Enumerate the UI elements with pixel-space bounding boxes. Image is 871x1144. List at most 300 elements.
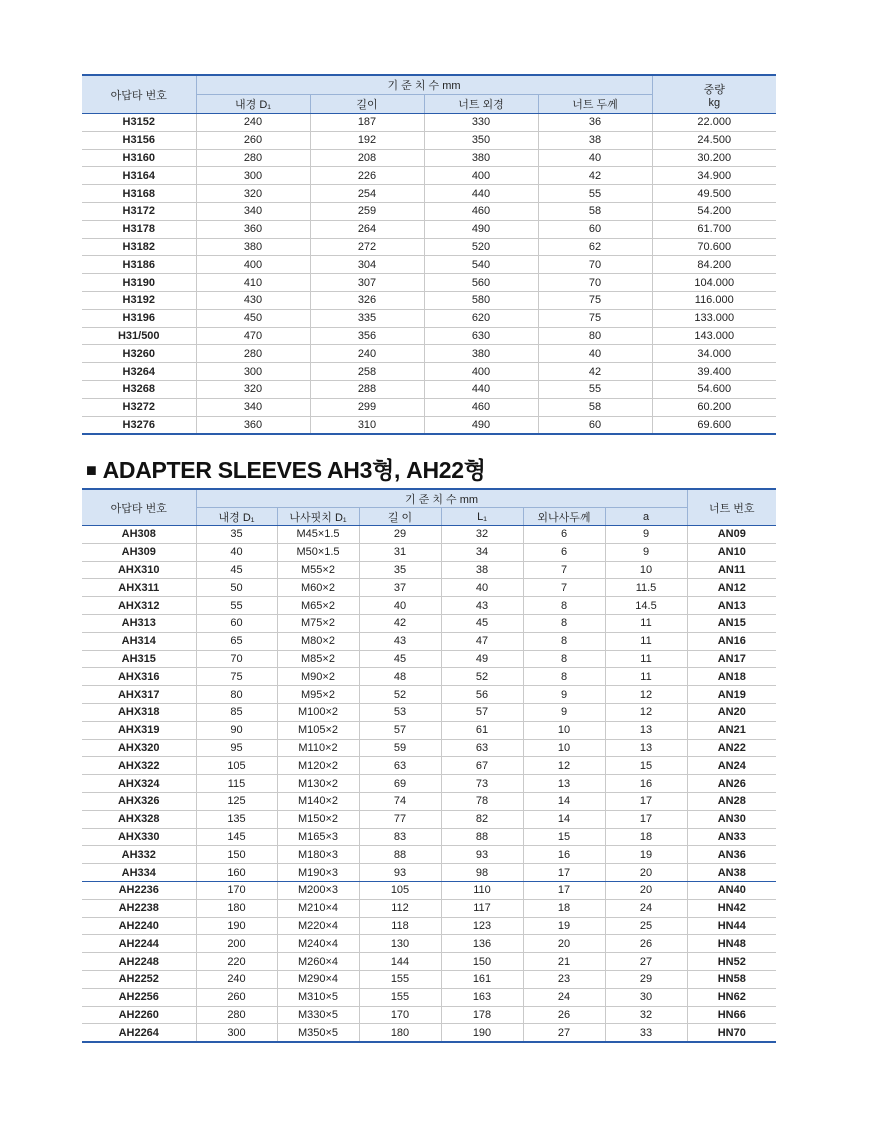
table-cell: 35 — [359, 561, 441, 579]
table-cell: 440 — [424, 380, 538, 398]
table-cell: 17 — [523, 864, 605, 882]
table-cell: AN13 — [687, 597, 776, 615]
table-row — [82, 953, 776, 971]
table-cell: 320 — [196, 380, 310, 398]
table-cell: 220 — [196, 953, 277, 971]
table-cell: 24 — [605, 899, 687, 917]
part-number-cell: AH315 — [82, 650, 196, 668]
table-cell: 254 — [310, 185, 424, 203]
table-cell: 178 — [441, 1006, 523, 1024]
table-cell: M290×4 — [277, 970, 359, 988]
table-cell: M310×5 — [277, 988, 359, 1006]
table-row — [82, 810, 776, 828]
table-cell: 49.500 — [652, 185, 776, 203]
table-cell: 67 — [441, 757, 523, 775]
table-row — [82, 721, 776, 739]
table-cell: 288 — [310, 380, 424, 398]
table2-body — [82, 526, 776, 1043]
table-cell: 95 — [196, 739, 277, 757]
table-cell: AN20 — [687, 703, 776, 721]
part-number-cell: AH2240 — [82, 917, 196, 935]
table-cell: 380 — [196, 238, 310, 256]
table-cell: 65 — [196, 632, 277, 650]
header-dimensions-group: 기 준 치 수 mm — [196, 489, 687, 508]
adapter-sleeve-table-ah — [82, 488, 776, 1043]
table-cell: 8 — [523, 668, 605, 686]
table-cell: 55 — [196, 597, 277, 615]
table-row — [82, 632, 776, 650]
table-cell: 30 — [605, 988, 687, 1006]
part-number-cell: AH332 — [82, 846, 196, 864]
table-cell: 490 — [424, 220, 538, 238]
part-number-cell: AHX311 — [82, 579, 196, 597]
part-number-cell: H3190 — [82, 274, 196, 292]
part-number-cell: AH334 — [82, 864, 196, 882]
table-cell: 133.000 — [652, 309, 776, 327]
table-cell: 52 — [441, 668, 523, 686]
table-cell: 69.600 — [652, 416, 776, 434]
table-row — [82, 757, 776, 775]
table-cell: AN12 — [687, 579, 776, 597]
table-cell: 93 — [359, 864, 441, 882]
part-number-cell: H3152 — [82, 114, 196, 132]
table-row — [82, 899, 776, 917]
table-row — [82, 650, 776, 668]
table-cell: M130×2 — [277, 775, 359, 793]
table-cell: 280 — [196, 1006, 277, 1024]
table-cell: 264 — [310, 220, 424, 238]
table-cell: 440 — [424, 185, 538, 203]
table-cell: 37 — [359, 579, 441, 597]
section-title — [86, 452, 486, 485]
header-col-l1: L₁ — [441, 508, 523, 526]
table-cell: 259 — [310, 202, 424, 220]
table-row — [82, 988, 776, 1006]
part-number-cell: AH2244 — [82, 935, 196, 953]
table-cell: 80 — [196, 686, 277, 704]
table-cell: M260×4 — [277, 953, 359, 971]
header-weight-unit: kg — [708, 96, 721, 109]
table-cell: M60×2 — [277, 579, 359, 597]
table-cell: 380 — [424, 149, 538, 167]
table-cell: 63 — [441, 739, 523, 757]
part-number-cell: AHX324 — [82, 775, 196, 793]
table-cell: 69 — [359, 775, 441, 793]
table-cell: 340 — [196, 398, 310, 416]
table-cell: 190 — [196, 917, 277, 935]
table-cell: M220×4 — [277, 917, 359, 935]
table-cell: M85×2 — [277, 650, 359, 668]
table-cell: 190 — [441, 1024, 523, 1042]
table-cell: 7 — [523, 579, 605, 597]
table-cell: M200×3 — [277, 881, 359, 899]
table-cell: HN42 — [687, 899, 776, 917]
table-row — [82, 345, 776, 363]
table-cell: 123 — [441, 917, 523, 935]
table-cell: 340 — [196, 202, 310, 220]
table-cell: 226 — [310, 167, 424, 185]
table-cell: AN11 — [687, 561, 776, 579]
part-number-cell: H3178 — [82, 220, 196, 238]
table-cell: AN16 — [687, 632, 776, 650]
table-cell: 112 — [359, 899, 441, 917]
table-cell: 240 — [196, 970, 277, 988]
table-row — [82, 935, 776, 953]
table-row — [82, 775, 776, 793]
table-row — [82, 881, 776, 899]
table-row — [82, 970, 776, 988]
header-col-thread: 나사핏치 D₁ — [277, 508, 359, 526]
header-part-no: 아답타 번호 — [82, 75, 196, 114]
table-cell: 70.600 — [652, 238, 776, 256]
table-cell: M140×2 — [277, 792, 359, 810]
table-cell: 240 — [196, 114, 310, 132]
table-cell: 40 — [441, 579, 523, 597]
header-nut-no: 너트 번호 — [687, 489, 776, 526]
table-cell: 150 — [441, 953, 523, 971]
table-cell: 47 — [441, 632, 523, 650]
table-cell: 55 — [538, 185, 652, 203]
table-row — [82, 131, 776, 149]
table-cell: 180 — [196, 899, 277, 917]
table-cell: 180 — [359, 1024, 441, 1042]
table-cell: 60 — [538, 416, 652, 434]
table-cell: 400 — [424, 167, 538, 185]
table-cell: 60.200 — [652, 398, 776, 416]
table-row — [82, 114, 776, 132]
table-cell: 40 — [538, 345, 652, 363]
table-cell: 460 — [424, 398, 538, 416]
part-number-cell: H3164 — [82, 167, 196, 185]
table-cell: 29 — [605, 970, 687, 988]
header-col-length: 길이 — [310, 95, 424, 114]
table-cell: 300 — [196, 363, 310, 381]
table-cell: 8 — [523, 632, 605, 650]
table-cell: M45×1.5 — [277, 526, 359, 544]
table-cell: M75×2 — [277, 614, 359, 632]
table-cell: 130 — [359, 935, 441, 953]
part-number-cell: H3276 — [82, 416, 196, 434]
table-row — [82, 703, 776, 721]
table-row — [82, 185, 776, 203]
table-cell: 84.200 — [652, 256, 776, 274]
table-cell: 70 — [538, 274, 652, 292]
header-part-no: 아답타 번호 — [82, 489, 196, 526]
table-cell: 155 — [359, 970, 441, 988]
table-row — [82, 597, 776, 615]
part-number-cell: H3268 — [82, 380, 196, 398]
table-cell: 56 — [441, 686, 523, 704]
table-cell: 42 — [359, 614, 441, 632]
table-cell: AN21 — [687, 721, 776, 739]
table-row — [82, 543, 776, 561]
table-cell: 135 — [196, 810, 277, 828]
table-cell: 13 — [523, 775, 605, 793]
table-cell: M210×4 — [277, 899, 359, 917]
table-cell: 110 — [441, 881, 523, 899]
table-cell: 9 — [605, 526, 687, 544]
table-cell: 560 — [424, 274, 538, 292]
table-cell: 490 — [424, 416, 538, 434]
table-cell: 104.000 — [652, 274, 776, 292]
table-cell: 350 — [424, 131, 538, 149]
table-cell: 160 — [196, 864, 277, 882]
part-number-cell: AH2252 — [82, 970, 196, 988]
part-number-cell: AH309 — [82, 543, 196, 561]
table-row — [82, 291, 776, 309]
header-col-nut-thickness: 너트 두께 — [538, 95, 652, 114]
table-cell: 54.200 — [652, 202, 776, 220]
table-cell: 73 — [441, 775, 523, 793]
table-cell: AN28 — [687, 792, 776, 810]
table-cell: AN19 — [687, 686, 776, 704]
table-cell: 83 — [359, 828, 441, 846]
part-number-cell: AH2264 — [82, 1024, 196, 1042]
table-row — [82, 792, 776, 810]
table-cell: M65×2 — [277, 597, 359, 615]
table-cell: 22.000 — [652, 114, 776, 132]
part-number-cell: AH308 — [82, 526, 196, 544]
table-row — [82, 614, 776, 632]
table-cell: 63 — [359, 757, 441, 775]
table-cell: 300 — [196, 1024, 277, 1042]
table-cell: HN44 — [687, 917, 776, 935]
table-cell: 150 — [196, 846, 277, 864]
table-cell: 26 — [605, 935, 687, 953]
table-cell: AN17 — [687, 650, 776, 668]
table-cell: 115 — [196, 775, 277, 793]
square-bullet-icon: ■ — [86, 460, 97, 480]
table-cell: 19 — [523, 917, 605, 935]
table-cell: 540 — [424, 256, 538, 274]
table-cell: 23 — [523, 970, 605, 988]
table-cell: 240 — [310, 345, 424, 363]
table-cell: 260 — [196, 131, 310, 149]
table-cell: 105 — [196, 757, 277, 775]
table-cell: M165×3 — [277, 828, 359, 846]
table-cell: 105 — [359, 881, 441, 899]
table-cell: 78 — [441, 792, 523, 810]
part-number-cell: AHX310 — [82, 561, 196, 579]
table-cell: 43 — [359, 632, 441, 650]
table-cell: 60 — [538, 220, 652, 238]
table-cell: 48 — [359, 668, 441, 686]
table-cell: 15 — [523, 828, 605, 846]
table-row — [82, 256, 776, 274]
part-number-cell: AH314 — [82, 632, 196, 650]
table-row — [82, 668, 776, 686]
part-number-cell: H3168 — [82, 185, 196, 203]
table-cell: AN24 — [687, 757, 776, 775]
part-number-cell: AH2256 — [82, 988, 196, 1006]
table-row — [82, 864, 776, 882]
table-cell: 155 — [359, 988, 441, 1006]
table-cell: 170 — [359, 1006, 441, 1024]
table-cell: 10 — [605, 561, 687, 579]
table-cell: 98 — [441, 864, 523, 882]
table-cell: 299 — [310, 398, 424, 416]
table-cell: 82 — [441, 810, 523, 828]
table1-body — [82, 114, 776, 435]
section-title-text: ADAPTER SLEEVES AH3형, AH22형 — [102, 457, 486, 483]
table-cell: 58 — [538, 398, 652, 416]
table-cell: 335 — [310, 309, 424, 327]
table-cell: 59 — [359, 739, 441, 757]
table-cell: HN48 — [687, 935, 776, 953]
table-cell: 49 — [441, 650, 523, 668]
table-cell: 12 — [605, 703, 687, 721]
table-cell: 8 — [523, 650, 605, 668]
table-cell: M50×1.5 — [277, 543, 359, 561]
part-number-cell: AH2248 — [82, 953, 196, 971]
table-cell: 20 — [523, 935, 605, 953]
table-cell: 45 — [196, 561, 277, 579]
table-cell: 520 — [424, 238, 538, 256]
table-cell: 8 — [523, 597, 605, 615]
table-cell: 9 — [605, 543, 687, 561]
table-cell: 11 — [605, 632, 687, 650]
table-cell: 27 — [523, 1024, 605, 1042]
table-cell: 34 — [441, 543, 523, 561]
table-row — [82, 416, 776, 434]
table-cell: HN62 — [687, 988, 776, 1006]
table-cell: 11 — [605, 650, 687, 668]
part-number-cell: H3264 — [82, 363, 196, 381]
table-row — [82, 327, 776, 345]
table-cell: 17 — [523, 881, 605, 899]
header-col-thread-thickness: 외나사두께 — [523, 508, 605, 526]
table-cell: HN58 — [687, 970, 776, 988]
table-cell: 85 — [196, 703, 277, 721]
table-cell: 300 — [196, 167, 310, 185]
table-cell: M95×2 — [277, 686, 359, 704]
table-cell: 116.000 — [652, 291, 776, 309]
header-col-length: 길 이 — [359, 508, 441, 526]
table-cell: 118 — [359, 917, 441, 935]
table-cell: 320 — [196, 185, 310, 203]
part-number-cell: H3182 — [82, 238, 196, 256]
table-cell: 74 — [359, 792, 441, 810]
table-cell: M180×3 — [277, 846, 359, 864]
part-number-cell: AHX328 — [82, 810, 196, 828]
table-row — [82, 380, 776, 398]
table-row — [82, 739, 776, 757]
table-cell: 57 — [359, 721, 441, 739]
table-cell: 38 — [538, 131, 652, 149]
table-cell: 117 — [441, 899, 523, 917]
table-cell: 70 — [538, 256, 652, 274]
part-number-cell: H3196 — [82, 309, 196, 327]
table-cell: 43 — [441, 597, 523, 615]
table-cell: 14 — [523, 792, 605, 810]
table-row — [82, 202, 776, 220]
table-cell: 88 — [441, 828, 523, 846]
table-cell: 460 — [424, 202, 538, 220]
table-cell: 163 — [441, 988, 523, 1006]
table-cell: 187 — [310, 114, 424, 132]
table-cell: 304 — [310, 256, 424, 274]
table-cell: 12 — [523, 757, 605, 775]
table-cell: 33 — [605, 1024, 687, 1042]
table-cell: 55 — [538, 380, 652, 398]
table-cell: 208 — [310, 149, 424, 167]
table-row — [82, 398, 776, 416]
table-cell: 430 — [196, 291, 310, 309]
part-number-cell: H3260 — [82, 345, 196, 363]
table-cell: M55×2 — [277, 561, 359, 579]
header-weight-label: 중량 — [703, 83, 725, 96]
table-cell: AN22 — [687, 739, 776, 757]
table-cell: AN33 — [687, 828, 776, 846]
table-cell: 24.500 — [652, 131, 776, 149]
table-cell: 61 — [441, 721, 523, 739]
table-cell: 31 — [359, 543, 441, 561]
table-cell: 32 — [605, 1006, 687, 1024]
header-col-bore: 내경 D₁ — [196, 508, 277, 526]
table-cell: 36 — [538, 114, 652, 132]
table-cell: 39.400 — [652, 363, 776, 381]
table-cell: 26 — [523, 1006, 605, 1024]
table-cell: 620 — [424, 309, 538, 327]
table-cell: 75 — [538, 309, 652, 327]
table-cell: 34.000 — [652, 345, 776, 363]
part-number-cell: AH2260 — [82, 1006, 196, 1024]
part-number-cell: AHX326 — [82, 792, 196, 810]
table-cell: 14 — [523, 810, 605, 828]
table-cell: 11 — [605, 614, 687, 632]
table-row — [82, 363, 776, 381]
table-cell: 272 — [310, 238, 424, 256]
table-cell: 17 — [605, 810, 687, 828]
table-cell: AN26 — [687, 775, 776, 793]
table-cell: M120×2 — [277, 757, 359, 775]
table-cell: 16 — [605, 775, 687, 793]
table-cell: 161 — [441, 970, 523, 988]
header-weight — [652, 75, 776, 114]
part-number-cell: AHX330 — [82, 828, 196, 846]
table-cell: M350×5 — [277, 1024, 359, 1042]
table-cell: 52 — [359, 686, 441, 704]
table-cell: M90×2 — [277, 668, 359, 686]
table-cell: 57 — [441, 703, 523, 721]
table-cell: 70 — [196, 650, 277, 668]
table-cell: 93 — [441, 846, 523, 864]
table-cell: 380 — [424, 345, 538, 363]
table-row — [82, 561, 776, 579]
table-cell: 12 — [605, 686, 687, 704]
table-cell: 19 — [605, 846, 687, 864]
table-cell: 90 — [196, 721, 277, 739]
part-number-cell: AHX317 — [82, 686, 196, 704]
table-cell: 170 — [196, 881, 277, 899]
table-cell: 192 — [310, 131, 424, 149]
table-cell: 88 — [359, 846, 441, 864]
table-cell: 61.700 — [652, 220, 776, 238]
table-cell: 9 — [523, 686, 605, 704]
table-cell: 38 — [441, 561, 523, 579]
table-cell: 75 — [538, 291, 652, 309]
part-number-cell: H31/500 — [82, 327, 196, 345]
table-row — [82, 846, 776, 864]
table-cell: 10 — [523, 739, 605, 757]
table-cell: 77 — [359, 810, 441, 828]
table-cell: 60 — [196, 614, 277, 632]
part-number-cell: AHX316 — [82, 668, 196, 686]
table-cell: M240×4 — [277, 935, 359, 953]
bearing-adapter-table-h3 — [82, 74, 776, 435]
table-row — [82, 274, 776, 292]
table-cell: 40 — [538, 149, 652, 167]
